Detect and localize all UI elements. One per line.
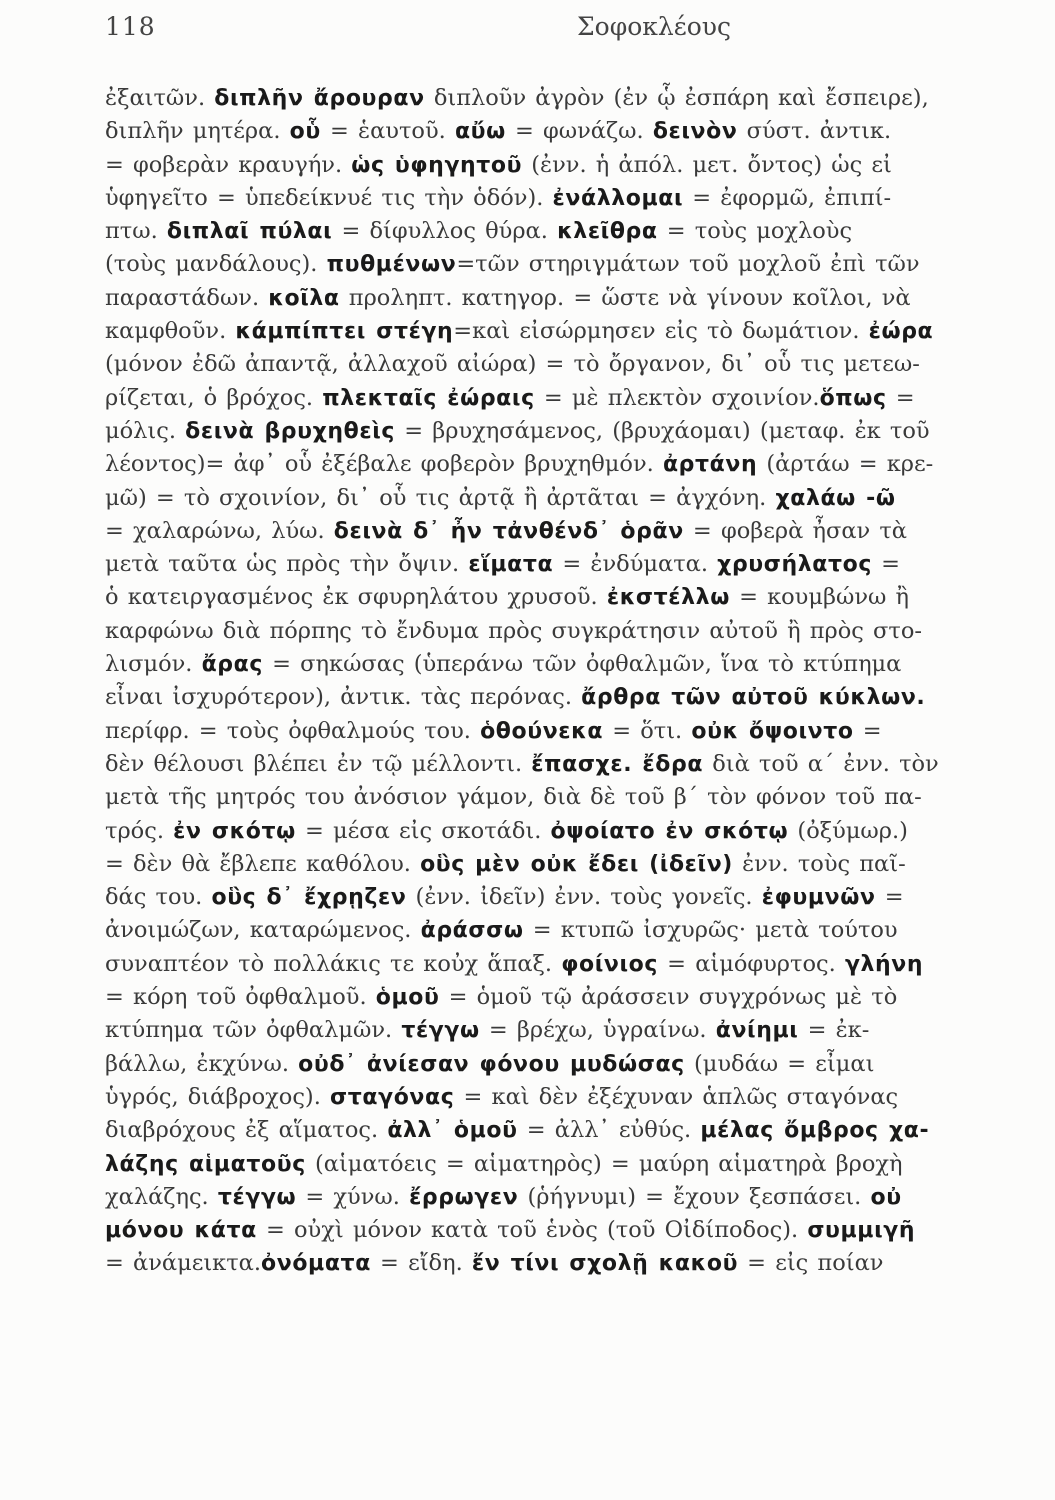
gloss-text: = φοβερὰ ἦσαν τὰ <box>683 517 907 544</box>
gloss-text: = <box>871 551 900 578</box>
headword: οὓς δ᾽ ἔχρῃζεν <box>211 885 407 911</box>
text-line <box>105 1247 1005 1280</box>
gloss-text: = οὐχὶ μόνον κατὰ τοῦ ἑνὸς (τοῦ Οἰδίποδος). <box>256 1217 808 1244</box>
gloss-text: ρίζεται, ὁ βρόχος. <box>105 384 323 411</box>
headword: ἀράσσω <box>420 918 524 944</box>
text-line <box>105 548 1005 581</box>
gloss-text: μετὰ τῆς μητρός του ἀνόσιον γάμον, διὰ δὲ τοῦ β´ τὸν φόνον τοῦ πα- <box>105 784 922 811</box>
text-line <box>105 981 1005 1014</box>
gloss-text: (ἀρτάω = κρε- <box>757 451 934 478</box>
headword: πυθμένων <box>326 252 457 278</box>
text-line <box>105 248 1005 281</box>
text-line <box>105 815 1005 848</box>
gloss-text: διαβρόχους ἐξ αἵματος. <box>105 1117 388 1144</box>
headword: διπλαῖ πύλαι <box>166 219 333 245</box>
headword: μόνου κάτα <box>105 1218 257 1244</box>
gloss-text: = εἰς ποίαν <box>738 1250 884 1277</box>
gloss-text: (ῥήγνυμι) = ἔχουν ξεσπάσει. <box>518 1183 871 1210</box>
headword: ἐνάλλομαι <box>552 185 684 211</box>
text-line <box>105 1181 1005 1214</box>
text-line <box>105 615 1005 648</box>
headword: οὗ <box>289 119 321 145</box>
headword: ἐφυμνῶν <box>761 885 876 911</box>
gloss-text: ὑφηγεῖτο = ὑπεδείκνυέ τις τὴν ὁδόν). <box>105 184 553 211</box>
text-line <box>105 781 1005 814</box>
gloss-text: λισμόν. <box>105 651 202 678</box>
text-line <box>105 415 1005 448</box>
text-line <box>105 149 1005 182</box>
headword: ὀνόματα <box>261 1251 371 1277</box>
headword: ἄρθρα τῶν αὐτοῦ κύκλων. <box>581 685 926 711</box>
headword: οὐδ᾽ ἀνίεσαν φόνου μυδώσας <box>298 1051 685 1077</box>
headword: οὓς μὲν οὐκ ἔδει (ἰδεῖν) <box>420 851 733 877</box>
gloss-text: =καὶ εἰσώρμησεν εἰς τὸ δωμάτιον. <box>453 318 869 345</box>
gloss-text: ἀνοιμώζων, καταρώμενος. <box>105 917 421 944</box>
text-line <box>105 515 1005 548</box>
gloss-text: = χύνω. <box>296 1183 410 1210</box>
gloss-text: = φοβερὰν κραυγήν. <box>105 151 352 178</box>
gloss-text: = <box>875 884 904 911</box>
text-line <box>105 1081 1005 1114</box>
headword: ὡς ὑφηγητοῦ <box>351 152 523 178</box>
gloss-text: προληπτ. κατηγορ. = ὥστε νὰ γίνουν κοῖλοι, νὰ <box>339 284 911 311</box>
headword: χαλάω -ῶ <box>775 485 896 511</box>
text-line <box>105 1048 1005 1081</box>
headword: γλήνη <box>844 951 924 977</box>
headword: διπλῆν ἄρουραν <box>214 86 425 111</box>
headword: ἀρτάνη <box>662 452 758 478</box>
headword: τέγγω <box>401 1018 480 1044</box>
headword: ὀψοίατο ἐν σκότῳ <box>550 818 789 844</box>
gloss-text: = δὲν θὰ ἔβλεπε καθόλου. <box>105 850 421 877</box>
gloss-text: = βρέχω, ὑγραίνω. <box>479 1017 716 1044</box>
gloss-text: τρός. <box>105 817 174 844</box>
gloss-text: δάς του. <box>105 884 212 911</box>
headword: τέγγω <box>217 1184 297 1210</box>
headword: πλεκταῖς ἐώραις <box>322 385 535 411</box>
gloss-text: =τῶν στηριγμάτων τοῦ μοχλοῦ ἐπὶ τῶν <box>456 251 920 278</box>
headword: σταγόνας <box>330 1084 455 1110</box>
text-line <box>105 315 1005 348</box>
gloss-text: = <box>853 717 882 744</box>
gloss-text: περίφρ. = τοὺς ὀφθαλμούς του. <box>105 717 481 744</box>
gloss-text: (ὀξύμωρ.) <box>788 817 908 844</box>
text-line <box>105 715 1005 748</box>
headword: χρυσήλατος <box>717 552 872 578</box>
gloss-text: σύστ. ἀντικ. <box>737 118 892 145</box>
gloss-text: = ἐνδύματα. <box>553 551 718 578</box>
gloss-text: ὁ κατειργασμένος ἐκ σφυρηλάτου χρυσοῦ. <box>105 584 607 611</box>
headword: ἔρρωγεν <box>409 1184 519 1210</box>
gloss-text: = ἀλλ᾽ εὐθύς. <box>517 1117 701 1144</box>
gloss-text: (μυδάω = εἶμαι <box>684 1050 875 1077</box>
text-line <box>105 881 1005 914</box>
gloss-text: μόλις. <box>105 417 186 444</box>
text-line <box>105 848 1005 881</box>
gloss-text: διπλῆν μητέρα. <box>105 118 290 145</box>
gloss-text: (αἱματόεις = αἱματηρὸς) = μαύρη αἱματηρὰ βροχὴ <box>305 1150 903 1177</box>
gloss-text: λέοντος)= ἀφ᾽ οὗ ἐξέβαλε φοβερὸν βρυχηθμόν. <box>105 451 663 478</box>
gloss-text: πτω. <box>105 218 167 245</box>
page-header <box>105 12 1010 52</box>
headword: ἀνίημι <box>715 1018 799 1044</box>
text-line <box>105 82 1005 115</box>
gloss-text: καμφθοῦν. <box>105 318 236 345</box>
gloss-text: = <box>886 384 915 411</box>
text-line <box>105 648 1005 681</box>
gloss-text: = ἑαυτοῦ. <box>320 118 455 145</box>
text-line <box>105 1014 1005 1047</box>
gloss-text: μῶ) = τὸ σχοινίον, δι᾽ οὗ τις ἀρτᾷ ἢ ἀρτᾶται = ἀγχόνη. <box>105 484 776 511</box>
running-title: Σοφοκλέους <box>577 12 731 41</box>
gloss-text: παραστάδων. <box>105 284 269 311</box>
gloss-text: = ἀνάμεικτα. <box>105 1250 262 1277</box>
text-line <box>105 748 1005 781</box>
glossary-text <box>105 82 1005 1281</box>
headword: ὁθούνεκα <box>480 718 604 744</box>
gloss-text: = μὲ πλεκτὸν σχοινίον. <box>534 384 820 411</box>
headword: φοίνιος <box>561 951 659 977</box>
headword: εἵματα <box>468 552 554 578</box>
headword: οὐ <box>870 1184 902 1210</box>
headword: δεινὸν <box>652 119 738 145</box>
headword: ἐν σκότῳ <box>173 818 296 844</box>
gloss-text: = χαλαρώνω, λύω. <box>105 517 334 544</box>
text-line <box>105 182 1005 215</box>
gloss-text: = κουμβώνω ἢ <box>729 584 910 611</box>
headword: κοῖλα <box>268 285 340 311</box>
headword: ἐώρα <box>868 319 934 345</box>
gloss-text: = αἱμόφυρτος. <box>658 950 845 977</box>
headword: αὔω <box>454 119 506 145</box>
headword: ὅπως <box>819 385 887 411</box>
headword: ἀλλ᾽ ὁμοῦ <box>387 1118 518 1144</box>
headword: ἔπασχε. ἔδρα <box>531 751 704 777</box>
gloss-text: = δίφυλλος θύρα. <box>332 218 558 245</box>
gloss-text: = φωνάζω. <box>505 118 653 145</box>
gloss-text: = ὁμοῦ τῷ ἀράσσειν συγχρόνως μὲ τὸ <box>439 984 898 1011</box>
gloss-text: (ἐνν. ἡ ἀπόλ. μετ. ὄντος) ὡς εἰ <box>522 151 892 178</box>
gloss-text: διπλοῦν ἀγρὸν (ἐν ᾧ ἐσπάρη καὶ ἔσπειρε), <box>424 85 929 111</box>
gloss-text: = κόρη τοῦ ὀφθαλμοῦ. <box>105 984 376 1011</box>
text-line <box>105 914 1005 947</box>
gloss-text: δὲν θέλουσι βλέπει ἐν τῷ μέλλοντι. <box>105 750 532 777</box>
text-line <box>105 581 1005 614</box>
gloss-text: συναπτέον τὸ πολλάκις τε κοὐχ ἅπαξ. <box>105 950 562 977</box>
gloss-text: μετὰ ταῦτα ὡς πρὸς τὴν ὄψιν. <box>105 551 469 578</box>
headword: δεινὰ βρυχηθεὶς <box>185 418 396 444</box>
gloss-text: = ὅτι. <box>603 717 692 744</box>
text-line <box>105 282 1005 315</box>
headword: οὐκ ὄψοιντο <box>691 718 854 744</box>
headword: δεινὰ δ᾽ ἦν τἀνθένδ᾽ ὁρᾶν <box>333 518 684 544</box>
gloss-text: (ἐνν. ἰδεῖν) ἐνν. τοὺς γονεῖς. <box>406 884 762 911</box>
gloss-text: ἐνν. τοὺς παῖ- <box>732 850 906 877</box>
gloss-text: = καὶ δὲν ἐξέχυναν ἁπλῶς σταγόνας <box>454 1083 899 1110</box>
gloss-text: = κτυπῶ ἰσχυρῶς· μετὰ τούτου <box>523 917 898 944</box>
headword: ἐκστέλλω <box>606 585 730 611</box>
gloss-text: καρφώνω διὰ πόρπης τὸ ἔνδυμα πρὸς συγκράτησιν αὐτοῦ ἢ πρὸς στο- <box>105 617 922 644</box>
gloss-text: ἐξαιτῶν. <box>105 85 215 111</box>
gloss-text: = βρυχησάμενος, (βρυχάομαι) (μεταφ. ἐκ τοῦ <box>395 417 930 444</box>
text-line <box>105 1114 1005 1147</box>
headword: λάζης αἱματοῦς <box>105 1151 306 1177</box>
gloss-text: βάλλω, ἐκχύνω. <box>105 1050 299 1077</box>
page-number: 118 <box>105 12 156 41</box>
gloss-text: = ἐκ- <box>798 1017 870 1044</box>
gloss-text: ὑγρός, διάβροχος). <box>105 1083 331 1110</box>
gloss-text: = εἴδη. <box>370 1250 472 1277</box>
text-line <box>105 681 1005 714</box>
text-line <box>105 448 1005 481</box>
gloss-text: κτύπημα τῶν ὀφθαλμῶν. <box>105 1017 402 1044</box>
gloss-text: (τοὺς μανδάλους). <box>105 251 327 278</box>
text-line <box>105 348 1005 381</box>
gloss-text: = ἐφορμῶ, ἐπιπί- <box>683 184 892 211</box>
headword: συμμιγῆ <box>807 1218 916 1244</box>
headword: ἔν τίνι σχολῇ κακοῦ <box>471 1251 739 1277</box>
gloss-text: = σηκώσας (ὑπεράνω τῶν ὀφθαλμῶν, ἵνα τὸ κτύπημα <box>263 651 902 678</box>
text-line <box>105 115 1005 148</box>
headword: κάμπίπτει στέγη <box>235 319 454 345</box>
gloss-text: χαλάζης. <box>105 1183 218 1210</box>
gloss-text: (μόνον ἐδῶ ἀπαντᾷ, ἀλλαχοῦ αἰώρα) = τὸ ὄργανον, δι᾽ οὗ τις μετεω- <box>105 351 920 378</box>
headword: κλεῖθρα <box>557 219 658 245</box>
headword: ὁμοῦ <box>375 985 440 1011</box>
gloss-text: εἶναι ἰσχυρότερον), ἀντικ. τὰς περόνας. <box>105 684 582 711</box>
gloss-text: = τοὺς μοχλοὺς <box>657 218 853 245</box>
text-line <box>105 215 1005 248</box>
text-line <box>105 1214 1005 1247</box>
gloss-text: διὰ τοῦ α´ ἐνν. τὸν <box>703 750 939 777</box>
gloss-text: = μέσα εἰς σκοτάδι. <box>295 817 551 844</box>
text-line <box>105 1148 1005 1181</box>
text-line <box>105 948 1005 981</box>
text-line <box>105 382 1005 415</box>
text-line <box>105 482 1005 515</box>
headword: μέλας ὄμβρος χα- <box>700 1118 930 1144</box>
headword: ἄρας <box>201 652 264 678</box>
